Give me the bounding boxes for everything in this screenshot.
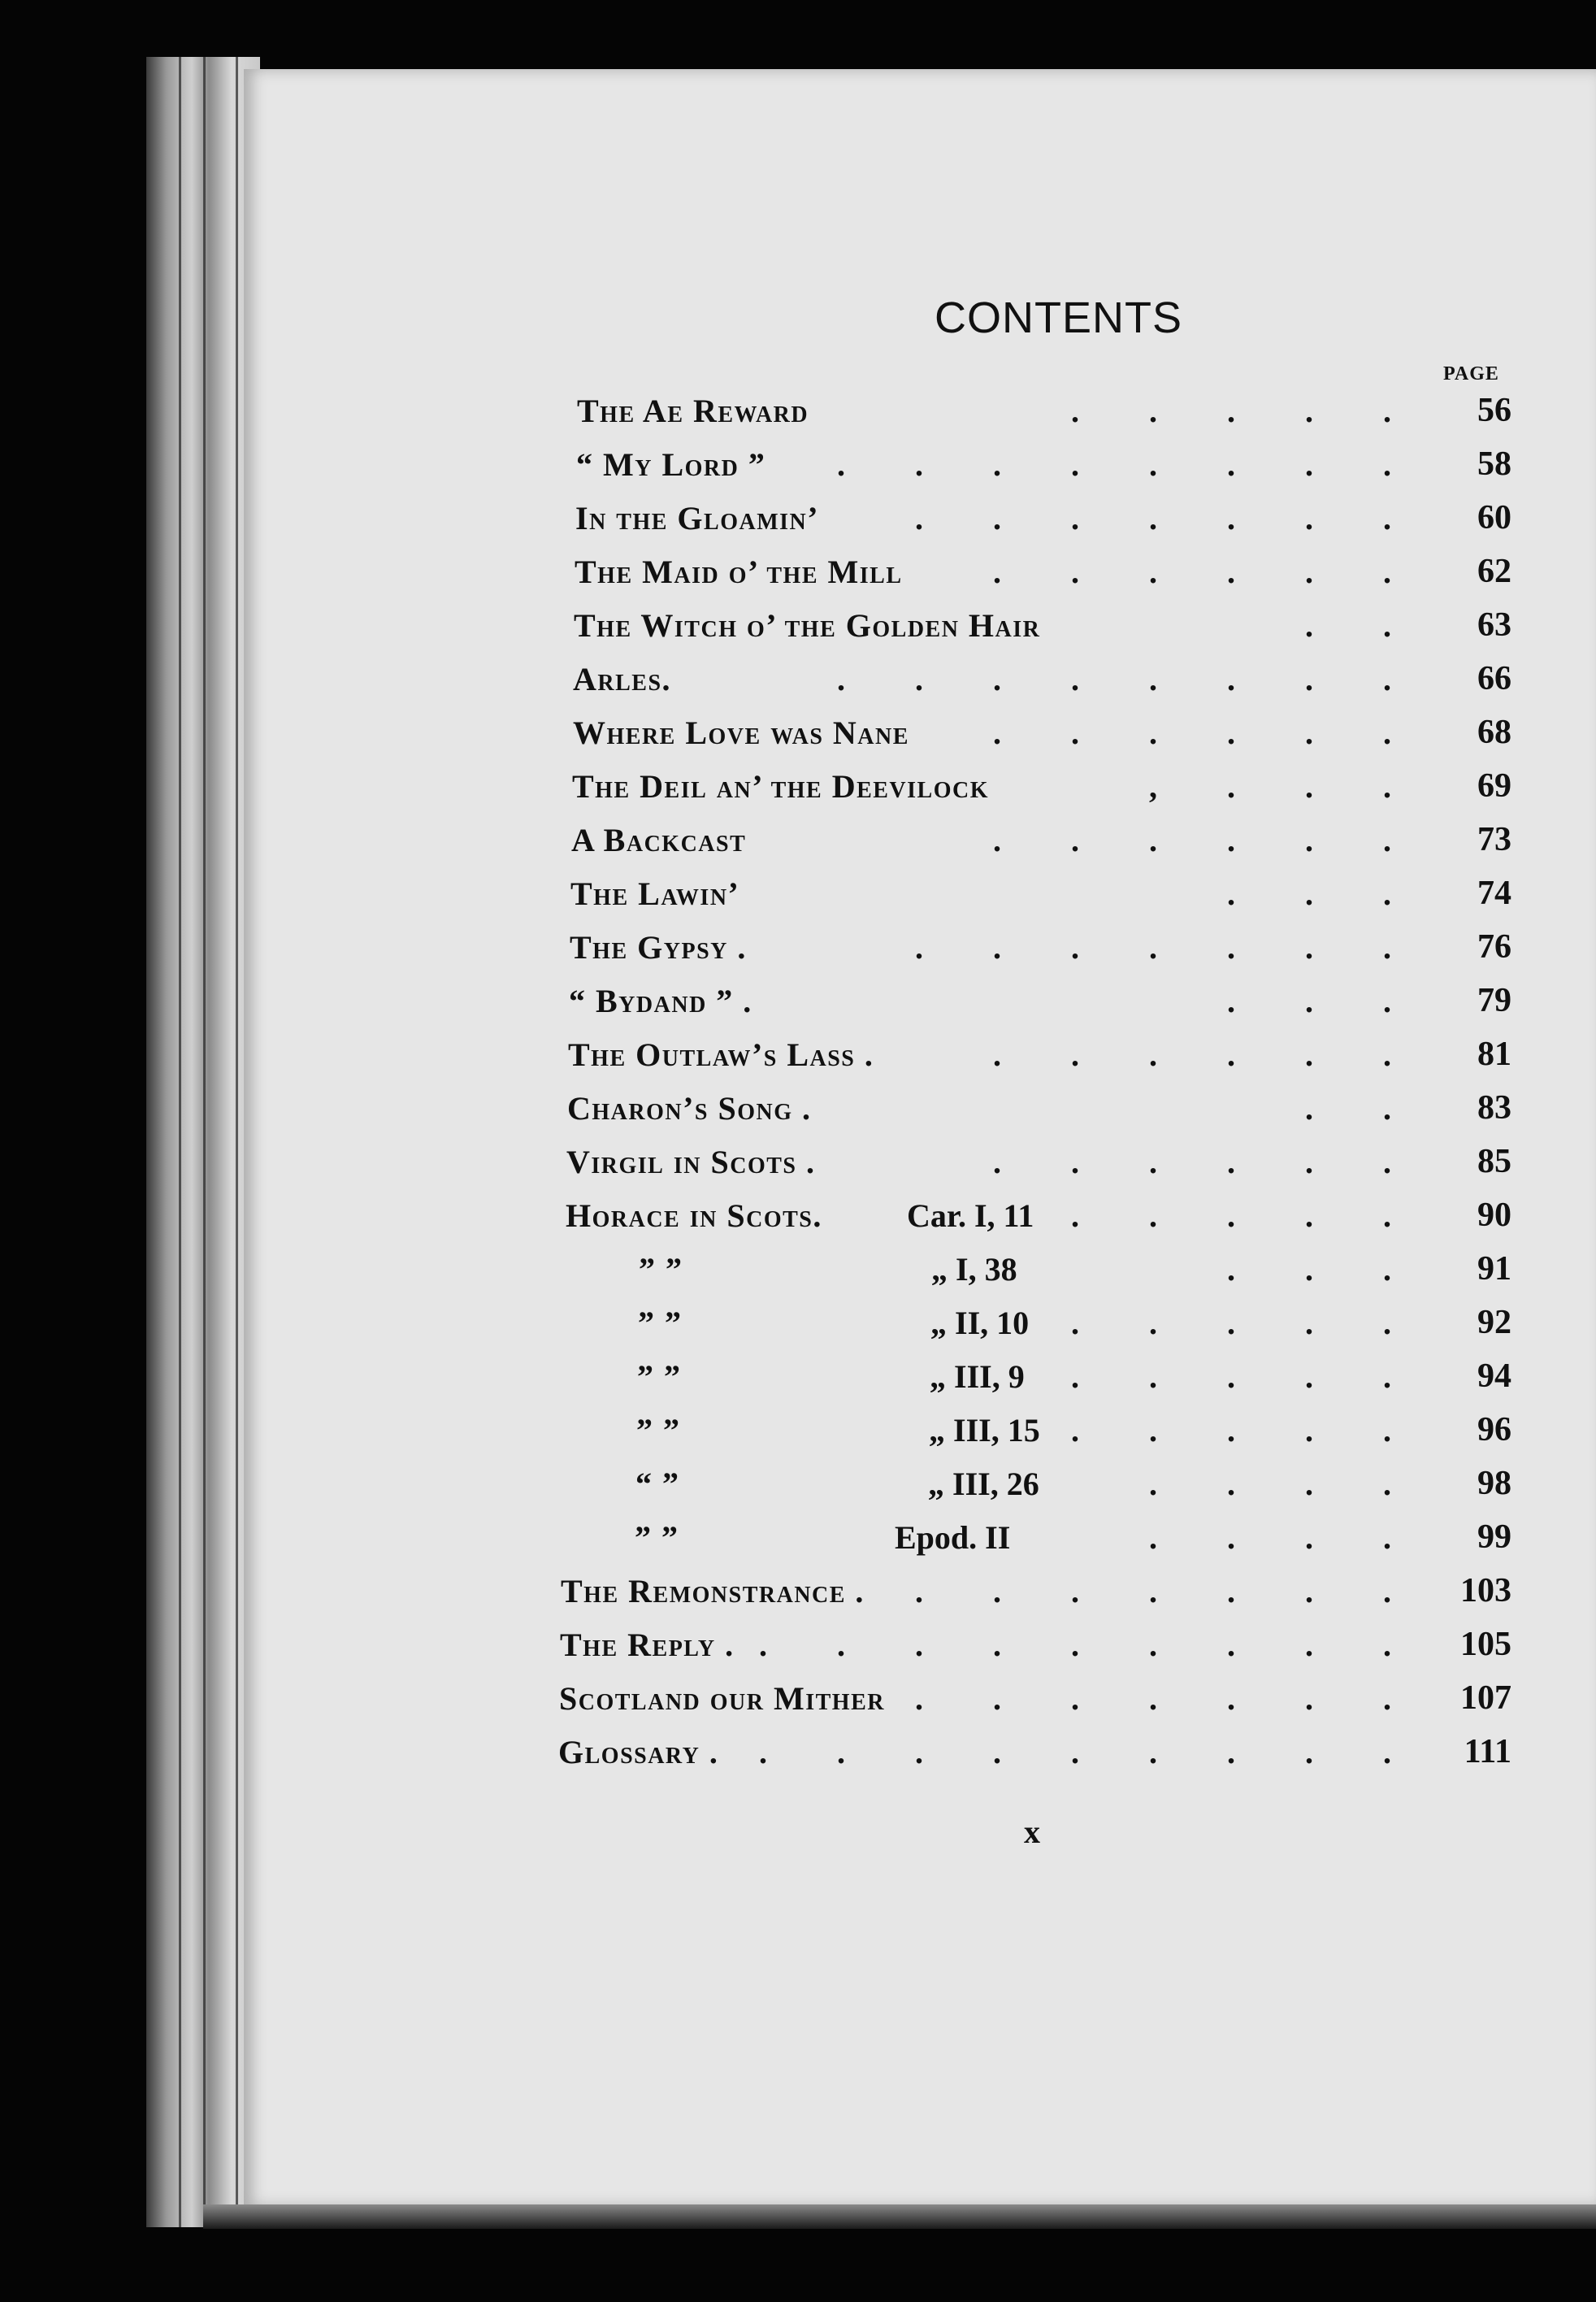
toc-leader-dots: . . . . . . . . — [837, 660, 1422, 697]
toc-entry-page: 60 — [1477, 499, 1511, 536]
toc-leader-dots: . . . . . . . — [915, 1572, 1422, 1609]
toc-leader-dots: . . . . . . — [993, 1143, 1422, 1180]
toc-entry — [573, 652, 1511, 706]
toc-entry-title: The Gypsy . — [570, 928, 747, 966]
toc-entry — [570, 867, 1511, 920]
toc-entry-title: Arles. — [573, 660, 672, 697]
toc-leader-dots: . . . . . — [1071, 1304, 1422, 1341]
toc-leader-dots: . . . . — [1149, 1465, 1422, 1502]
toc-leader-dots: , . . . — [1149, 767, 1422, 805]
toc-entry-page: 99 — [1477, 1518, 1511, 1556]
table-of-contents — [558, 384, 1511, 1779]
toc-leader-dots: . . — [1305, 606, 1422, 644]
toc-leader-dots: . . . . . — [1071, 1357, 1422, 1395]
toc-entry-page: 56 — [1477, 392, 1511, 429]
toc-entry-title: The Witch o’ the Golden Hair — [574, 606, 1041, 644]
toc-leader-dots: . . . . . . . . . — [759, 1626, 1422, 1663]
toc-entry-subtitle: „ II, 10 — [930, 1304, 1030, 1341]
toc-entry — [577, 384, 1511, 437]
toc-entry-subtitle: „ III, 9 — [930, 1357, 1025, 1395]
toc-leader-dots: . . . . . . . — [915, 1679, 1422, 1717]
toc-entry — [568, 1027, 1511, 1081]
toc-entry — [576, 437, 1511, 491]
toc-entry-title: “ ” — [635, 1465, 680, 1502]
toc-leader-dots: . . — [1305, 1089, 1422, 1127]
toc-entry-subtitle: „ III, 26 — [928, 1465, 1039, 1502]
page-edge — [203, 2204, 1596, 2229]
toc-entry-page: 91 — [1477, 1250, 1511, 1288]
toc-leader-dots: . . . . . . . . — [837, 445, 1422, 483]
toc-entry-page: 63 — [1477, 606, 1511, 644]
toc-entry — [559, 1671, 1511, 1725]
toc-entry — [574, 598, 1511, 652]
toc-entry-subtitle: „ I, 38 — [931, 1250, 1017, 1288]
toc-entry-page: 76 — [1477, 928, 1511, 966]
toc-entry — [571, 813, 1511, 867]
toc-entry — [561, 1564, 1511, 1618]
toc-entry-subtitle: Car. I, 11 — [907, 1197, 1034, 1234]
toc-leader-dots: . . . . . . . . . — [759, 1733, 1422, 1770]
toc-entry — [566, 1242, 1511, 1296]
toc-entry-page: 92 — [1477, 1304, 1511, 1341]
toc-leader-dots: . . . — [1227, 875, 1422, 912]
toc-entry — [570, 920, 1511, 974]
toc-entry-page: 81 — [1477, 1036, 1511, 1073]
toc-entry — [566, 1188, 1511, 1242]
toc-entry — [572, 759, 1511, 813]
toc-entry-page: 85 — [1477, 1143, 1511, 1180]
toc-entry-title: A Backcast — [571, 821, 747, 858]
toc-leader-dots: . . . . . — [1071, 1197, 1422, 1234]
toc-entry-title: ” ” — [635, 1518, 679, 1556]
page-number: x — [1024, 1813, 1040, 1850]
toc-entry-title: ” ” — [639, 1250, 683, 1288]
toc-entry-page: 111 — [1464, 1733, 1511, 1770]
toc-entry — [560, 1618, 1511, 1671]
toc-entry-title: In the Gloamin’ — [575, 499, 820, 536]
toc-entry-page: 62 — [1477, 553, 1511, 590]
toc-entry-page: 90 — [1477, 1197, 1511, 1234]
spine-line — [203, 57, 206, 2227]
toc-entry-page: 107 — [1460, 1679, 1511, 1717]
toc-entry-title: The Lawin’ — [570, 875, 740, 912]
toc-entry-title: ” ” — [638, 1304, 683, 1341]
toc-leader-dots: . . . . . . . — [915, 499, 1422, 536]
toc-entry-page: 66 — [1477, 660, 1511, 697]
toc-entry-subtitle: Epod. II — [895, 1518, 1011, 1556]
toc-entry-title: Horace in Scots. — [566, 1197, 822, 1234]
toc-entry — [569, 974, 1511, 1027]
toc-entry — [566, 1135, 1511, 1188]
toc-entry-page: 79 — [1477, 982, 1511, 1019]
toc-entry-page: 58 — [1477, 445, 1511, 483]
toc-entry — [558, 1725, 1511, 1779]
toc-entry-title: “ Bydand ” . — [569, 982, 752, 1019]
toc-entry — [565, 1296, 1511, 1349]
toc-leader-dots: . . . . . . — [993, 1036, 1422, 1073]
toc-entry — [575, 545, 1511, 598]
toc-entry — [562, 1457, 1511, 1510]
toc-entry-page: 69 — [1477, 767, 1511, 805]
toc-leader-dots: . . . — [1227, 982, 1422, 1019]
toc-leader-dots: . . . . . . — [993, 821, 1422, 858]
toc-entry-title: Scotland our Mither — [559, 1679, 885, 1717]
toc-entry-title: The Outlaw’s Lass . — [568, 1036, 874, 1073]
toc-entry — [564, 1349, 1511, 1403]
toc-leader-dots: . . . . . . — [993, 714, 1422, 751]
book-spine — [146, 57, 260, 2227]
toc-entry — [563, 1403, 1511, 1457]
toc-leader-dots: . . . . . . . — [915, 928, 1422, 966]
toc-entry — [562, 1510, 1511, 1564]
spine-line — [236, 57, 238, 2227]
toc-entry-title: “ My Lord ” — [576, 445, 766, 483]
toc-entry-title: The Deil an’ the Deevilock — [572, 767, 990, 805]
toc-entry-page: 94 — [1477, 1357, 1511, 1395]
toc-leader-dots: . . . . — [1149, 1518, 1422, 1556]
toc-entry-page: 68 — [1477, 714, 1511, 751]
toc-entry-page: 73 — [1477, 821, 1511, 858]
toc-entry — [575, 491, 1511, 545]
toc-entry-page: 96 — [1477, 1411, 1511, 1449]
toc-leader-dots: . . . — [1227, 1250, 1422, 1288]
toc-entry-title: ” ” — [636, 1411, 681, 1449]
toc-entry — [567, 1081, 1511, 1135]
toc-entry-title: ” ” — [637, 1357, 682, 1395]
toc-entry-title: The Reply . — [560, 1626, 735, 1663]
toc-entry-title: Virgil in Scots . — [566, 1143, 816, 1180]
toc-entry — [573, 706, 1511, 759]
toc-entry-page: 74 — [1477, 875, 1511, 912]
page-column-label: PAGE — [1443, 363, 1499, 384]
toc-entry-title: The Ae Reward — [577, 392, 809, 429]
toc-entry-page: 98 — [1477, 1465, 1511, 1502]
toc-entry-title: The Remonstrance . — [561, 1572, 865, 1609]
toc-entry-subtitle: „ III, 15 — [929, 1411, 1040, 1449]
toc-entry-title: Charon’s Song . — [567, 1089, 812, 1127]
toc-entry-page: 103 — [1460, 1572, 1511, 1609]
toc-entry-page: 105 — [1460, 1626, 1511, 1663]
contents-heading: CONTENTS — [935, 293, 1182, 342]
toc-leader-dots: . . . . . — [1071, 1411, 1422, 1449]
spine-line — [179, 57, 181, 2227]
toc-entry-title: Glossary . — [558, 1733, 719, 1770]
toc-entry-page: 83 — [1477, 1089, 1511, 1127]
toc-leader-dots: . . . . . — [1071, 392, 1422, 429]
toc-leader-dots: . . . . . . — [993, 553, 1422, 590]
toc-entry-title: The Maid o’ the Mill — [575, 553, 903, 590]
toc-entry-title: Where Love was Nane — [573, 714, 909, 751]
